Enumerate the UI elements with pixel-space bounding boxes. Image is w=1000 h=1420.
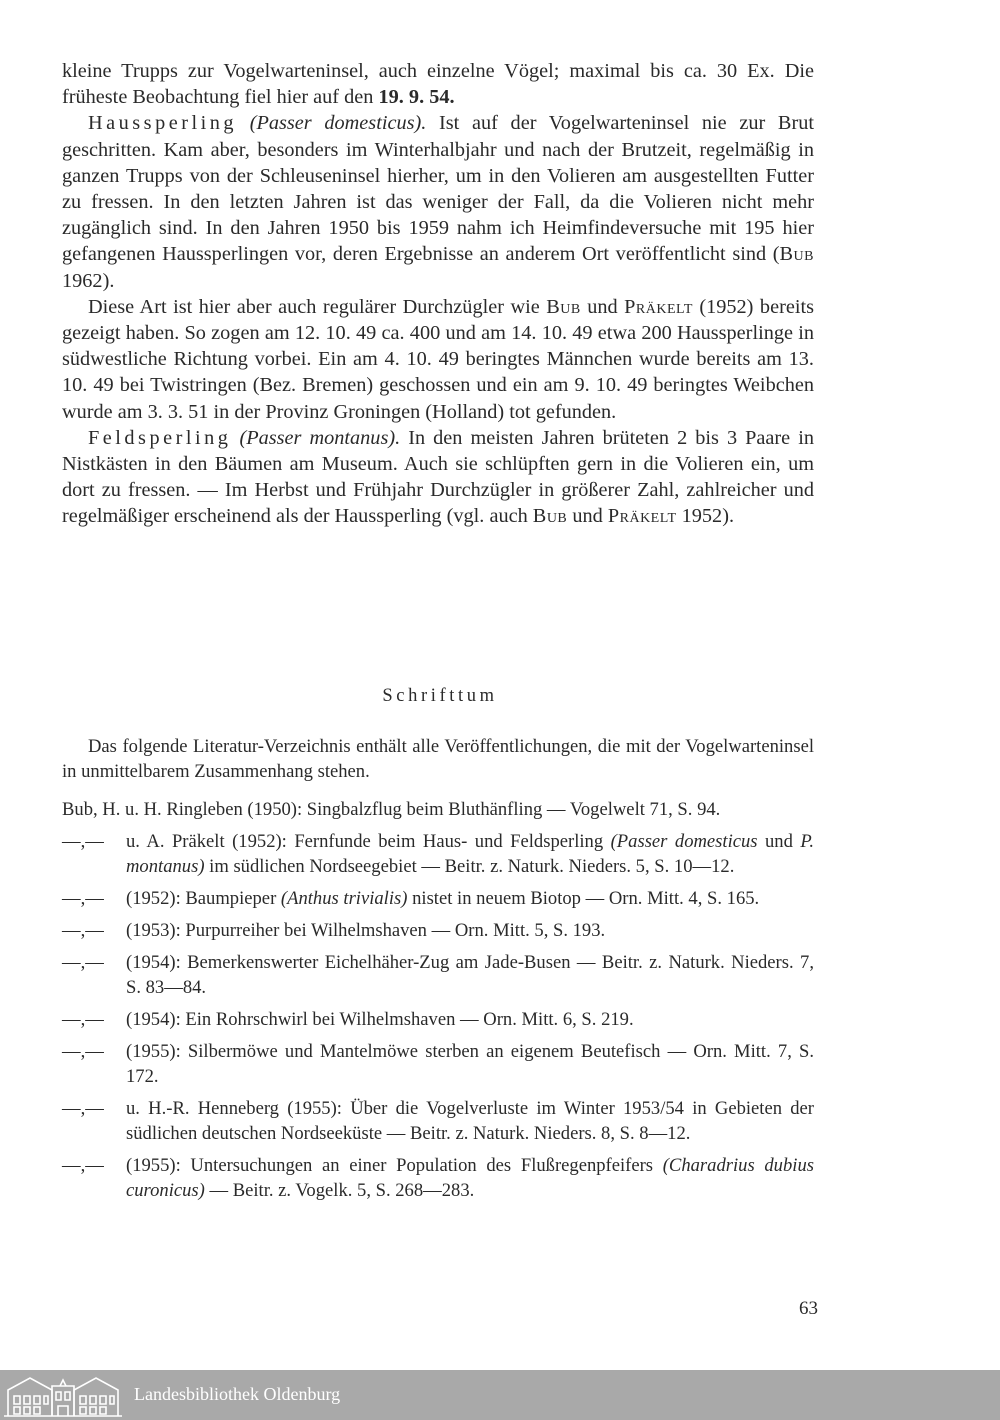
- reference-item: —,— u. A. Präkelt (1952): Fernfunde beim Haus- und Feldsperling (Passer domesticus und P. montanus) im südlichen Nordseegebiet — Beitr. z. Naturk. Nieders. 5, S. 10—12.: [62, 831, 814, 877]
- latin-name: (Passer domesticus).: [249, 112, 427, 135]
- paragraph-durchzuegler: Diese Art ist hier aber auch regulärer Durchzügler wie Bub und Präkelt (1952) bereits gezeigt haben. So zogen am 12. 10. 49 ca. 400 und am 14. 10. 49 etwa 200 Haussperlinge in südwestliche Richtung vorbei. Ein am 4. 10. 49 beringtes Männchen wurde bereits am 13. 10. 49 bei Twistringen (Bez. Bremen) geschossen und ein am 9. 10. 49 beringtes Weibchen wurde am 3. 3. 51 in der Provinz Groningen (Holland) tot gefunden.: [62, 295, 814, 423]
- species-name: Haussperling: [88, 112, 238, 135]
- reference-item: —,— u. H.-R. Henneberg (1955): Über die Vogelverluste im Winter 1953/54 in Gebieten der südlichen deutschen Nordseeküste — Beitr. z. Naturk. Nieders. 8, S. 8—12.: [62, 1098, 814, 1144]
- reference-item: —,— (1952): Baumpieper (Anthus trivialis) nistet in neuem Biotop — Orn. Mitt. 4, S. 165.: [62, 888, 760, 909]
- reference-item: Bub, H. u. H. Ringleben (1950): Singbalzflug beim Bluthänfling — Vogelwelt 71, S. 94.: [62, 799, 721, 820]
- latin-name: (Passer montanus).: [239, 426, 401, 449]
- reference-item: —,— (1953): Purpurreiher bei Wilhelmshaven — Orn. Mitt. 5, S. 193.: [62, 920, 606, 941]
- species-name: Feldsperling: [88, 426, 232, 449]
- paragraph-feldsperling: Feldsperling (Passer montanus). In den meisten Jahren brüteten 2 bis 3 Paare in Nistkästen in den Bäumen am Museum. Auch sie schlüpften gern in die Volieren ein, um dort zu fressen. — Im Herbst und Frühjahr Durchzügler in größerer Zahl, zahlreicher und regelmäßiger erscheinend als der Haussperling (vgl. auch Bub und Präkelt 1952).: [62, 426, 815, 528]
- body-text: [62, 58, 814, 530]
- bibliography-list: [62, 797, 814, 1210]
- reference-item: —,— (1954): Ein Rohrschwirl bei Wilhelmshaven — Orn. Mitt. 6, S. 219.: [62, 1009, 634, 1030]
- library-footer: [0, 1370, 1000, 1420]
- reference-item: —,— (1955): Untersuchungen an einer Population des Flußregenpfeifers (Charadrius dubius curonicus) — Beitr. z. Vogelk. 5, S. 268—283.: [62, 1155, 814, 1201]
- reference-item: —,— (1954): Bemerkenswerter Eichelhäher-Zug am Jade-Busen — Beitr. z. Naturk. Nieders. 7, S. 83—84.: [62, 952, 814, 998]
- library-name: Landesbibliothek Oldenburg: [134, 1384, 341, 1404]
- page-number: 63: [799, 1298, 818, 1319]
- bibliography-intro: Das folgende Literatur-Verzeichnis enthält alle Veröffentlichungen, die mit der Vogelwarteninsel in unmittelbarem Zusammenhang stehen.: [62, 736, 814, 782]
- library-building-icon: [0, 1370, 126, 1420]
- paragraph-continuation: kleine Trupps zur Vogelwarteninsel, auch einzelne Vögel; maximal bis ca. 30 Ex. Die früheste Beobachtung fiel hier auf den 19. 9. 54.: [62, 60, 814, 109]
- reference-item: —,— (1955): Silbermöwe und Mantelmöwe sterben an eigenem Beutefisch — Orn. Mitt. 7, S. 172.: [62, 1041, 814, 1087]
- paragraph-haussperling: Haussperling (Passer domesticus). Ist auf der Vogelwarteninsel nie zur Brut geschritten. Kam aber, besonders im Winterhalbjahr und nach der Brutzeit, regelmäßig in ganzen Trupps von der Schleuseninsel hierher, um in den Volieren am ausgestellten Futter zu fressen. In den letzten Jahren ist das weniger der Fall, da die Volieren nicht mehr zugänglich sind. In den Jahren 1950 bis 1959 nahm ich Heimfindeversuche mit 195 hier gefangenen Haussperlingen vor, deren Ergebnisse an anderem Ort veröffentlicht sind (Bub 1962).: [62, 112, 814, 292]
- section-heading: Schrifttum: [382, 686, 498, 706]
